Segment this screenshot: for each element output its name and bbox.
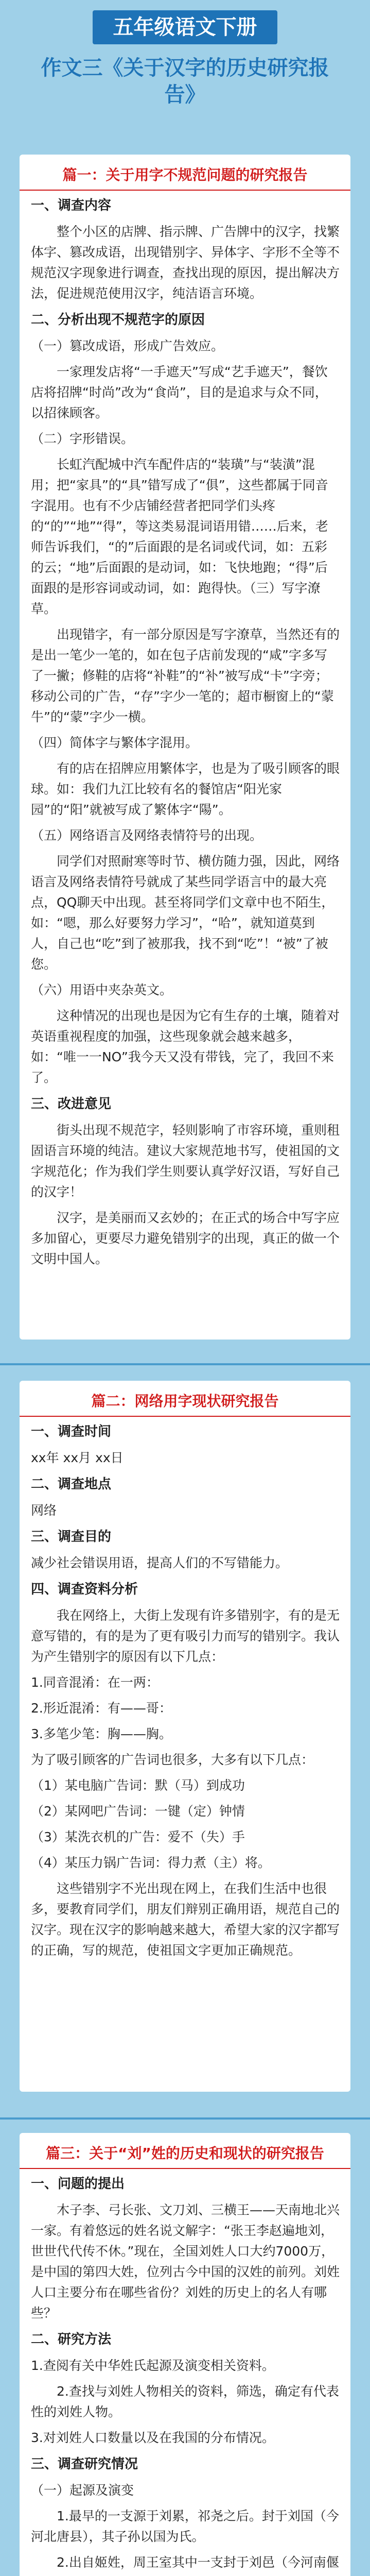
paragraph: 2.形近混淆：有——哥： [31,1701,172,1716]
divider [0,2112,370,2125]
paragraph: 为了吸引顾客的广告词也很多，大多有以下几点： [31,1752,314,1767]
paragraph: 3.对刘姓人口数量以及在我国的分布情况。 [31,2430,275,2445]
title-underline [20,1416,350,1417]
paragraph: 1.最早的一支源于刘累，祁尧之后。封于刘国（今河北唐县），其子孙以国为氏。 [31,2509,339,2544]
paragraph: 1.查阅有关中华姓氏起源及演变相关资料。 [31,2358,275,2373]
section-heading: 三、改进意见 [31,1096,112,1112]
paragraph: 有的店在招牌应用繁体字，也是为了吸引顾客的眼球。如：我们九江比较有名的餐馆店“阳光家园”的“阳”就被写成了繁体字“陽”。 [31,761,340,817]
paragraph: 汉字，是美丽而又玄妙的；在正式的场合中写字应多加留心，更要尽力避免错别字的出现，真正的做一个文明中国人。 [31,1210,340,1266]
paragraph: 一家理发店将“一手遮天”写成“艺手遮天”，餐饮店将招牌“时尚”改为“食尚”，目的是追求与众不同，以招徕顾客。 [31,364,328,420]
page-header [0,0,370,155]
section-heading: 一、调查内容 [31,198,112,213]
paragraph: （3）某洗衣机的广告：爱不（失）手 [31,1829,245,1844]
page-title: 五年级语文下册 [93,10,277,44]
paragraph: 2.查找与刘姓人物相关的资料，筛选，确定有代表性的刘姓人物。 [31,2384,339,2419]
paragraph: （一）篡改成语，形成广告效应。 [31,338,224,353]
paragraph: 这种情况的出现也是因为它有生存的土壤，随着对英语重视程度的加强，这些现象就会越来越多，如：“唯一一NO”我今天又没有带钱，完了，我回不来了。 [31,1008,340,1085]
section-heading: 一、问题的提出 [31,2176,125,2192]
paragraph: （六）用语中夹杂英文。 [31,982,173,997]
title-underline [20,190,350,191]
paragraph: 长虹汽配城中汽车配件店的“装璜”与“装潢”混用；把“家具”的“具”错写成了“俱”，这些都属于同音字混用。也有不少店铺经营者把同学们头疼的“的”“地”“得”，等这类易混词语用错……后来，老师告诉我们，“的”后面跟的是名词或代词，如：五彩的云；“地”后面跟的是动词，如：飞快地跑；“得”后面跟的是形容词或动词，如：跑得快。（三）写字潦草。 [31,457,328,616]
report-card-1 [20,155,350,1340]
paragraph: （1）某电脑广告词：默（马）到成功 [31,1778,245,1793]
paragraph: 网络 [31,1503,57,1518]
paragraph: 3.多笔少笔：胸——胸。 [31,1726,172,1741]
paragraph: 我在网络上，大街上发现有许多错别字，有的是无意写错的，有的是为了更有吸引力而写的错别字。我认为产生错别字的原因有以下几点： [31,1608,340,1664]
paragraph: （2）某网吧广告词：一键（定）钟情 [31,1804,245,1819]
title-underline [20,2168,350,2169]
paragraph: 木子李、弓长张、文刀刘、三横王——天南地北兴一家。有着悠远的姓名说文解字：“张王李赵遍地刘，世世代代传不休。”现在，全国刘姓人口大约7000万，是中国的第四大姓，位列古今中国的汉姓的前列。刘姓人口主要分布在哪些省份？刘姓的历史上的名人有哪些？ [31,2202,340,2320]
paragraph: 1.同音混淆：在一两： [31,1675,159,1690]
paragraph: 2.出自姬姓，周王室其中一支封于刘邑（今河南偃 [57,2555,339,2570]
paragraph: （4）某压力锅广告词：得力煮（主）将。 [31,1855,271,1870]
divider [0,1358,370,1370]
paragraph: 整个小区的店牌、指示牌、广告牌中的汉字，找繁体字、篡改成语，出现错别字、异体字、字形不全等不规范汉字现象进行调查，查找出现的原因，提出解决方法，促进规范使用汉字，纯洁语言环境。 [31,224,340,301]
section-heading: 四、调查资料分析 [31,1582,138,1597]
paragraph: 这些错别字不光出现在网上，在我们生活中也很多，要教育同学们，朋友们辩别正确用语，规范自己的汉字。现在汉字的影响越来越大，希望大家的汉字都写的正确，写的规范，使祖国文字更加正确规范。 [31,1881,340,1958]
paragraph: 减少社会错误用语，提高人们的不写错能力。 [31,1555,289,1570]
card-title-text: 篇三：关于“刘”姓的历史和现状的研究报告 [46,2145,324,2162]
paragraph: 同学们对照耐寒等时节、横仿随力强，因此，网络语言及网络表情符号就成了某些同学语言中的最大亮点，QQ聊天中出现。甚至将同学们文章中也不陌生，如：“嗯，那么好要努力学习”，“哈”，就知道莫到人，自己也“吃”到了被那我，找不到“吃”！“被”了被您。 [31,854,340,972]
page-subtitle: 作文三《关于汉字的历史研究报告》 [41,56,329,107]
paragraph: （五）网络语言及网络表情符号的出现。 [31,828,263,843]
card-title-2 [20,1390,350,1417]
paragraph: （一）起源及演变 [31,2483,134,2498]
section-heading: 二、分析出现不规范字的原因 [31,312,205,328]
paragraph: （二）字形错误。 [31,431,134,446]
section-heading: 二、调查地点 [31,1477,112,1492]
section-heading: 二、研究方法 [31,2332,112,2347]
card-title-text: 篇一：关于用字不规范问题的研究报告 [62,166,308,183]
paragraph: xx年 xx月 xx日 [31,1450,124,1465]
paragraph: （四）简体字与繁体字混用。 [31,735,199,750]
report-card-3 [20,2133,350,2576]
card-title-1 [20,164,350,191]
section-heading: 三、调查目的 [31,1529,112,1545]
section-heading: 一、调查时间 [31,1424,112,1439]
section-heading: 三、调查研究情况 [31,2456,138,2472]
paragraph: 出现错字，有一部分原因是写字潦草，当然还有的是出一笔少一笔的，如在包子店前发现的“咸”字多写了一撇；修鞋的店将“补鞋”的“补”被写成“卡”字旁；移动公司的广告，“存”字少一笔的；超市橱窗上的“蒙牛”的“蒙”字少一横。 [31,627,340,724]
paragraph: 街头出现不规范字，轻则影响了市容环境，重则租固语言环境的纯洁。建议大家规范地书写，使祖国的文字规范化；作为我们学生则要认真学好汉语，写好自己的汉字！ [31,1123,340,1199]
report-card-2 [20,1381,350,2092]
card-title-text: 篇二：网络用字现状研究报告 [91,1393,279,1410]
card-title-3 [20,2142,350,2169]
